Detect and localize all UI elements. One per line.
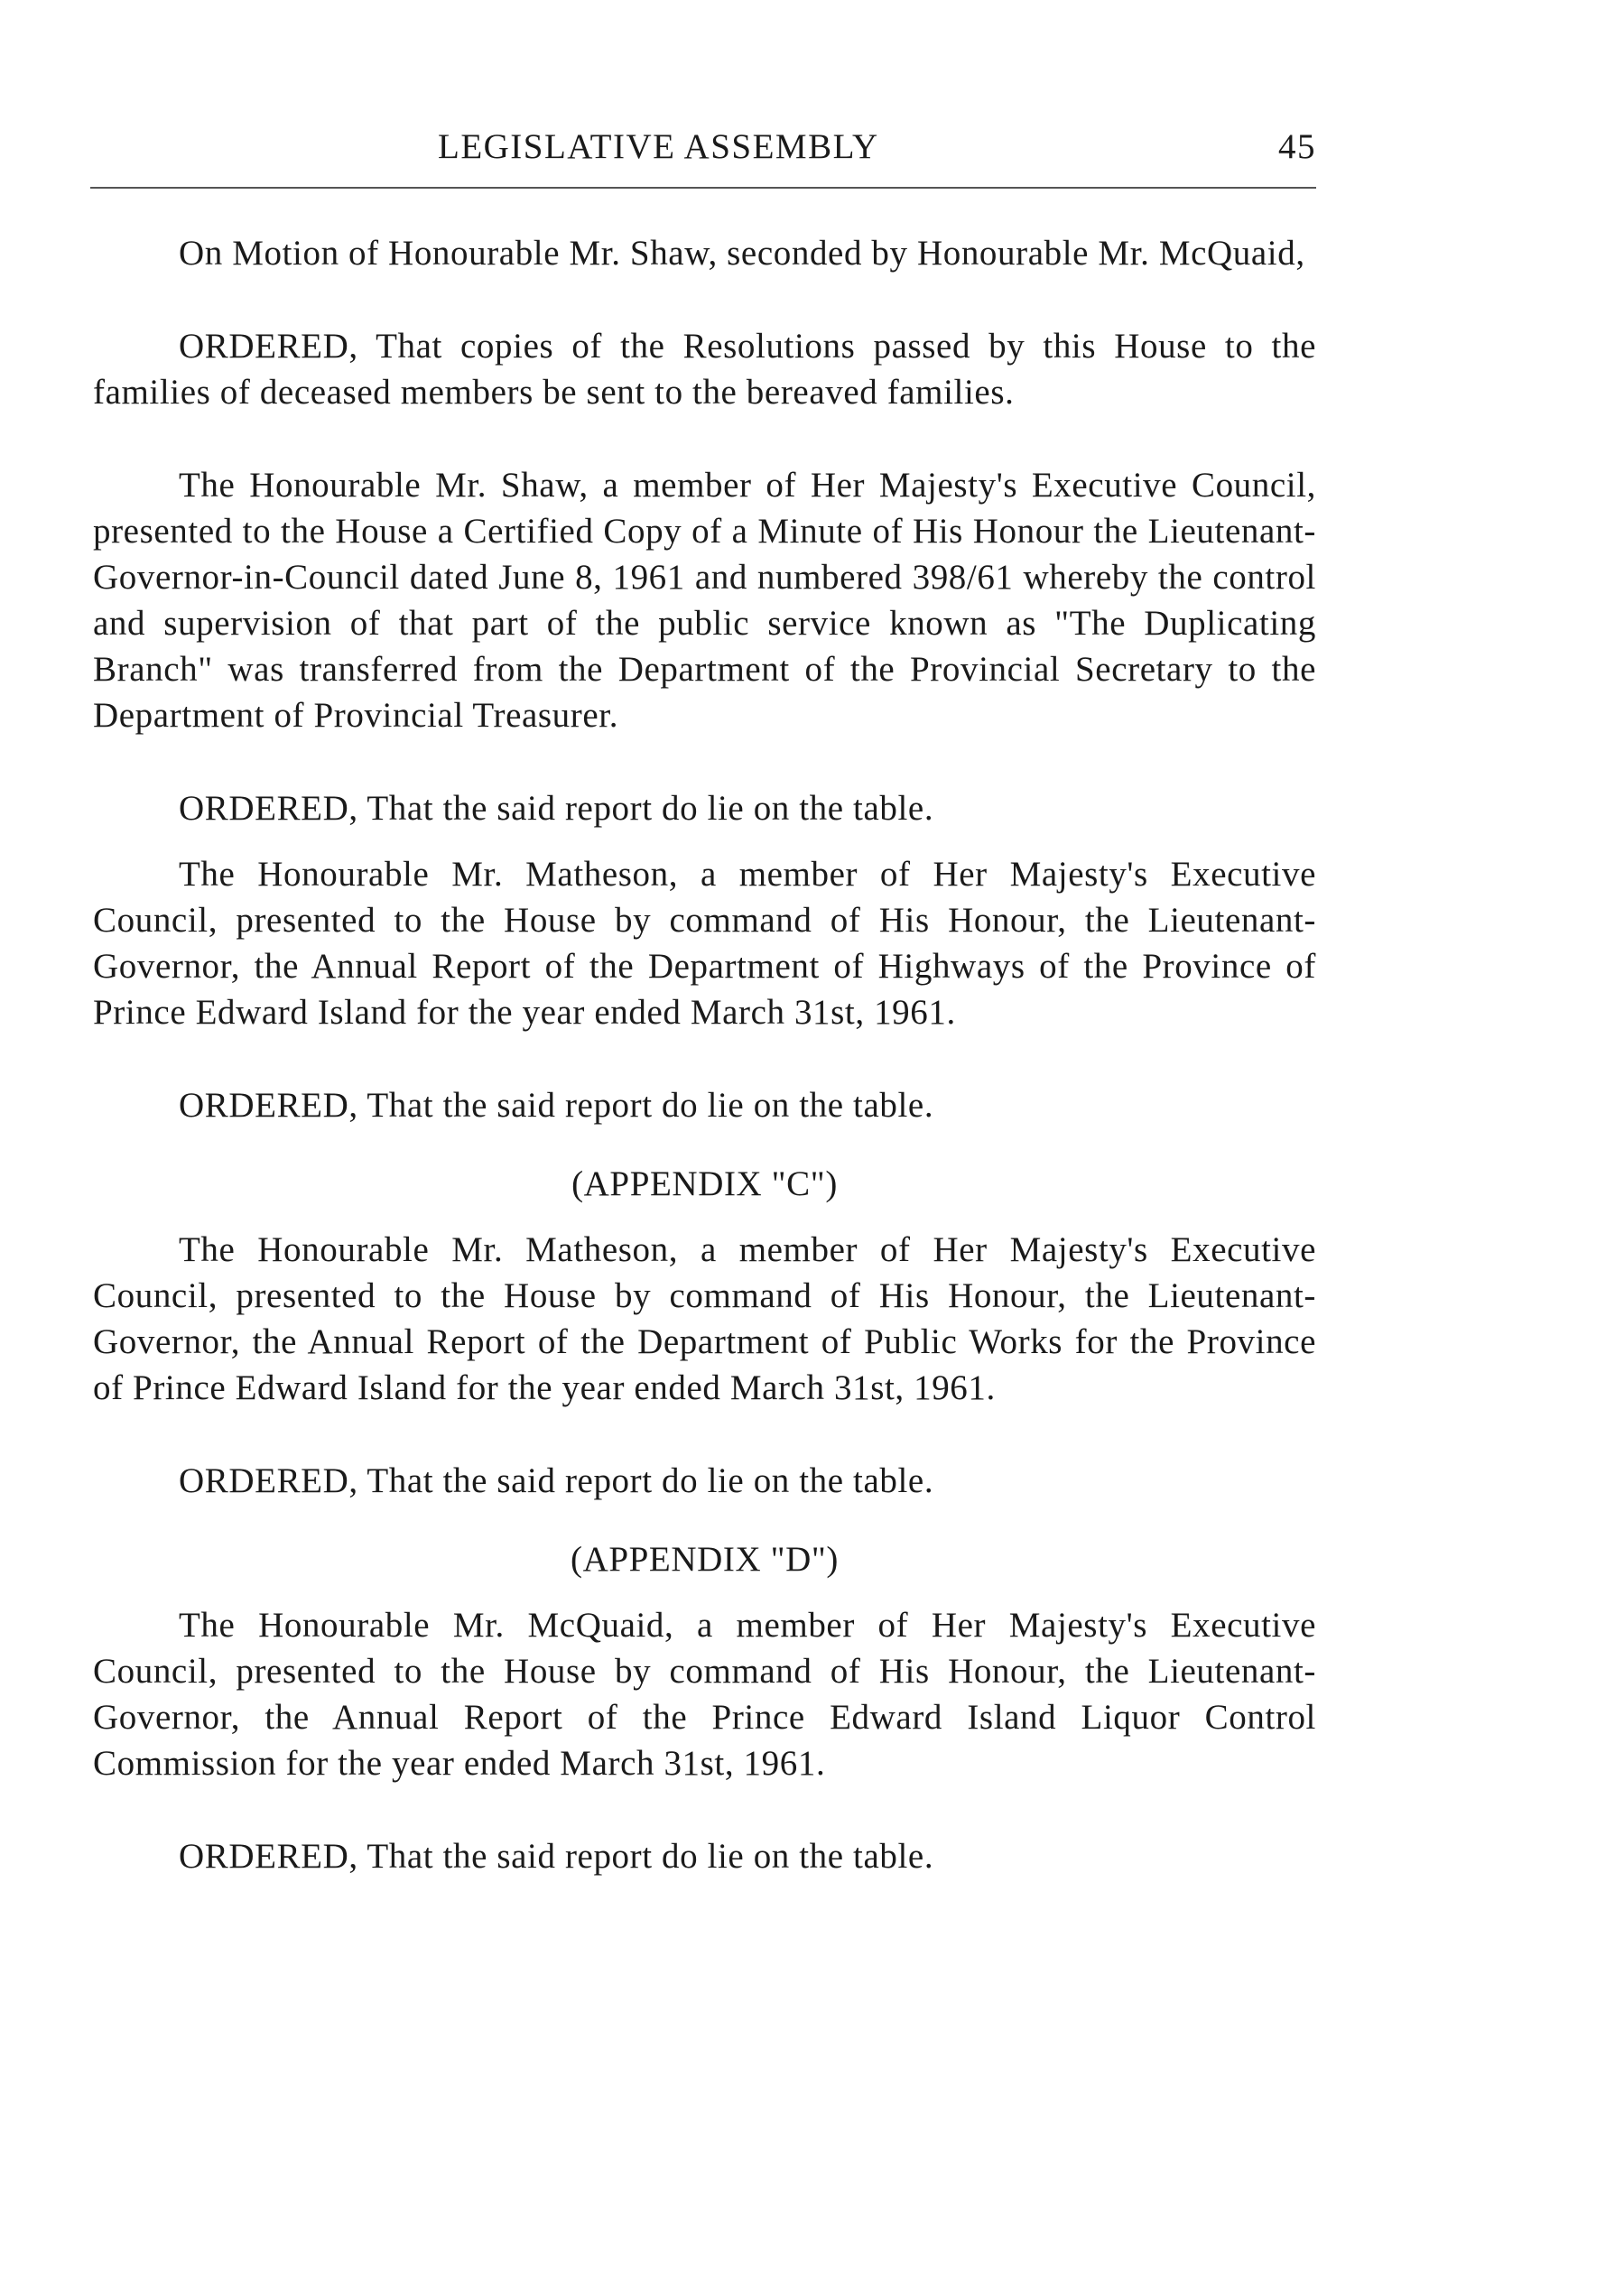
appendix-c-heading: (APPENDIX "C") — [571, 1164, 838, 1203]
header-title: LEGISLATIVE ASSEMBLY — [438, 127, 879, 166]
page-number: 45 — [1278, 127, 1316, 166]
header-rule — [90, 187, 1316, 189]
body-text — [93, 230, 1316, 1879]
appendix-d-heading: (APPENDIX "D") — [571, 1540, 839, 1579]
order-paragraph: ORDERED, That copies of the Resolutions passed by this House to the families of deceased members be sent to the bereaved families. — [93, 327, 1316, 412]
public-works-report-paragraph: The Honourable Mr. Matheson, a member of Her Majesty's Executive Council, presented to the House by command of His Honour, the Lieutenant-Governor, the Annual Report of the Department of Public Works for the Province of Prince Edward Island for the year ended March 31st, 1961. — [93, 1230, 1316, 1407]
liquor-commission-report-paragraph: The Honourable Mr. McQuaid, a member of Her Majesty's Executive Council, presented to the House by command of His Honour, the Lieutenant-Governor, the Annual Report of the Prince Edward Island Liquor Control Commission for the year ended March 31st, 1961. — [93, 1606, 1316, 1783]
motion-paragraph: On Motion of Honourable Mr. Shaw, seconded by Honourable Mr. McQuaid, — [179, 234, 1305, 273]
minute-paragraph: The Honourable Mr. Shaw, a member of Her Majesty's Executive Council, presented to the House a Certified Copy of a Minute of His Honour the Lieutenant-Governor-in-Council dated June 8, 1961 and numbered 398/61 whereby the control and supervision of that part of the public service known as "The Duplicating Branch" was transferred from the Department of the Provincial Secretary to the Department of Provincial Treasurer. — [93, 466, 1316, 735]
highways-report-paragraph: The Honourable Mr. Matheson, a member of Her Majesty's Executive Council, presented to the House by command of His Honour, the Lieutenant-Governor, the Annual Report of the Department of Highways of the Province of Prince Edward Island for the year ended March 31st, 1961. — [93, 855, 1316, 1032]
order-paragraph: ORDERED, That the said report do lie on the table. — [179, 1086, 934, 1125]
running-header — [90, 126, 1316, 181]
order-paragraph: ORDERED, That the said report do lie on the table. — [179, 789, 934, 828]
order-paragraph: ORDERED, That the said report do lie on the table. — [179, 1837, 934, 1876]
order-paragraph: ORDERED, That the said report do lie on the table. — [179, 1461, 934, 1500]
